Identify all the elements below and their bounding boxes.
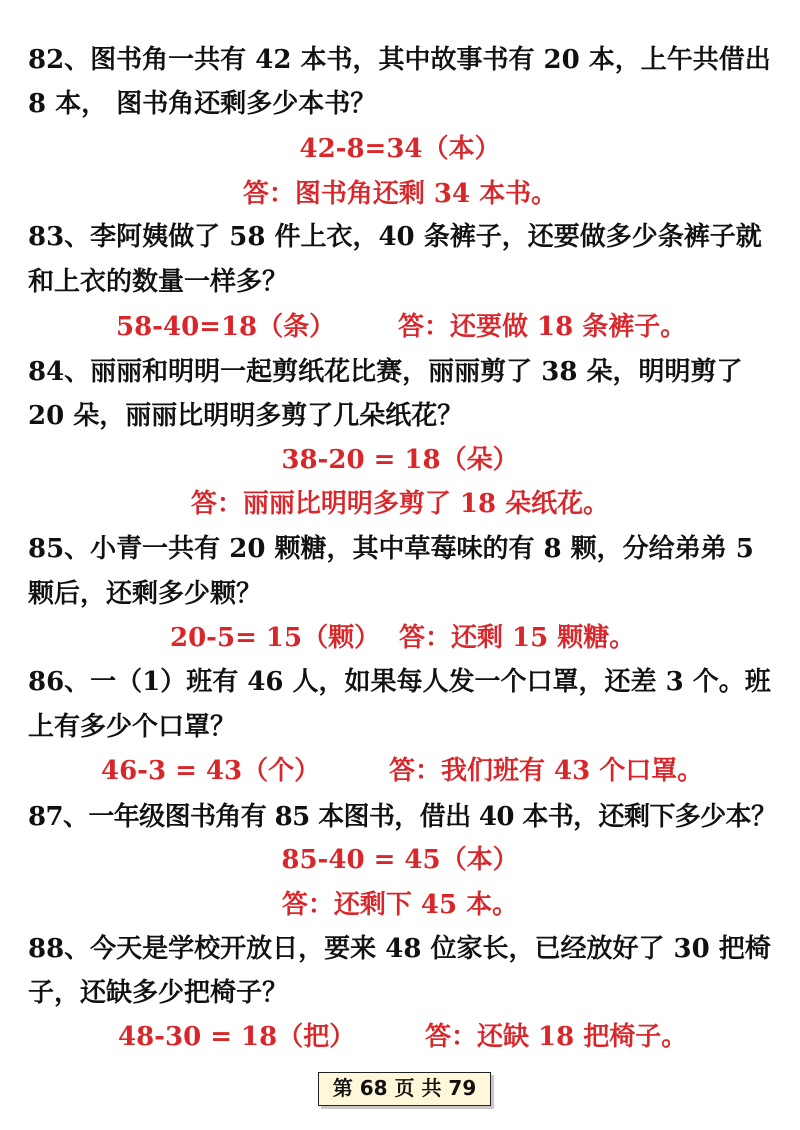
question-86-line-1: 86、一（1）班有 46 人，如果每人发一个口罩，还差 3 个。班 [28,667,771,697]
equation-84: 38-20 = 18（朵） [281,445,519,475]
question-88-line-1: 88、今天是学校开放日，要来 48 位家长，已经放好了 30 把椅 [28,934,771,964]
page-counter: 第 68 页 共 79 [318,1072,491,1106]
question-84-line-2: 20 朵，丽丽比明明多剪了几朵纸花？ [28,401,464,431]
question-83-line-2: 和上衣的数量一样多？ [28,267,289,297]
question-85-line-1: 85、小青一共有 20 颗糖，其中草莓味的有 8 颗，分给弟弟 5 [28,534,754,564]
question-86-line-2: 上有多少个口罩？ [28,712,237,742]
question-82-line-2: 8 本， 图书角还剩多少本书？ [28,89,377,119]
answer-84: 答：丽丽比明明多剪了 18 朵纸花。 [190,489,610,519]
equation-85: 20-5= 15（颗） [170,623,381,653]
answer-86: 答：我们班有 43 个口罩。 [389,756,704,786]
equation-86: 46-3 = 43（个） [101,756,321,786]
answer-87: 答：还剩下 45 本。 [281,890,519,920]
question-84-line-1: 84、丽丽和明明一起剪纸花比赛，丽丽剪了 38 朵，明明剪了 [28,357,743,387]
question-85-line-2: 颗后，还剩多少颗？ [28,579,263,609]
question-88-line-2: 子，还缺多少把椅子？ [28,978,289,1008]
answer-85: 答：还剩 15 颗糖。 [399,623,636,653]
answer-88: 答：还缺 18 把椅子。 [425,1022,688,1052]
equation-87: 85-40 = 45（本） [281,845,519,875]
equation-82: 42-8=34（本） [299,134,501,164]
answer-82: 答：图书角还剩 34 本书。 [242,179,558,209]
question-83-line-1: 83、李阿姨做了 58 件上衣，40 条裤子，还要做多少条裤子就 [28,222,762,252]
equation-88: 48-30 = 18（把） [118,1022,356,1052]
answer-83: 答：还要做 18 条裤子。 [398,312,687,342]
question-82-line-1: 82、图书角一共有 42 本书，其中故事书有 20 本，上午共借出 [28,45,771,75]
question-87-line-1: 87、一年级图书角有 85 本图书，借出 40 本书，还剩下多少本？ [28,802,777,832]
equation-83: 58-40=18（条） [116,312,336,342]
